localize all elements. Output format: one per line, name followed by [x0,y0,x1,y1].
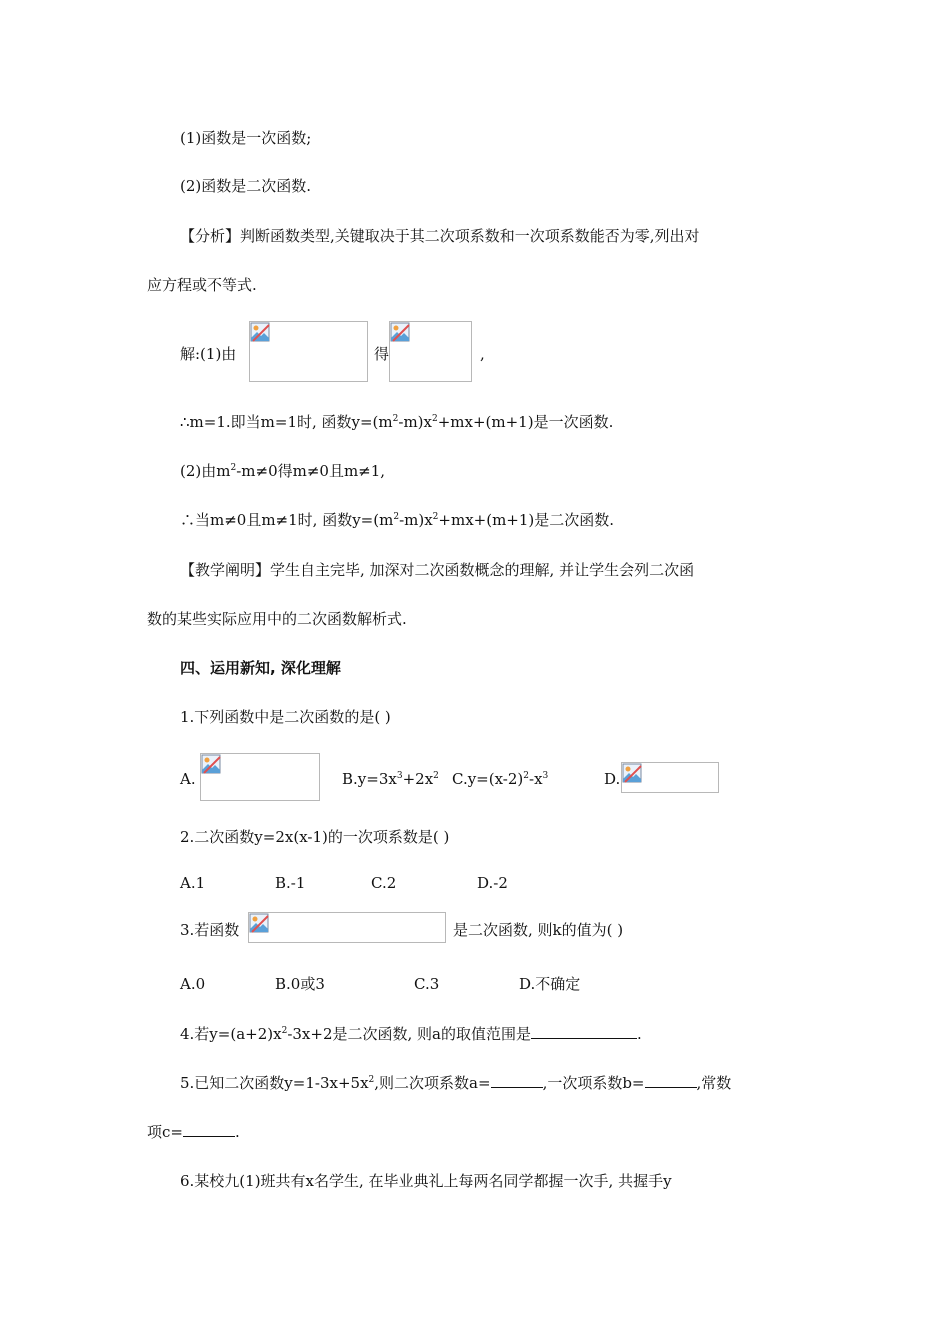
teaching-note-2: 数的某些实际应用中的二次函数解析式. [147,610,407,628]
analysis-line-2: 应方程或不等式. [147,276,257,294]
q3-option-a: A.0 [180,975,206,993]
solution-end: , [480,345,485,363]
broken-image-icon [250,322,270,342]
q1-option-b: $B.y=3x^3+2x^2$ [342,770,439,788]
answer-blank-a[interactable] [491,1073,543,1088]
line-part1: (1)函数是一次函数; [180,129,312,147]
q1-option-c: $C.y=(x-2)^2-x^3$ [452,770,549,788]
q3-function-image [248,912,446,943]
q1-option-d-label: D. [604,770,621,788]
broken-image-icon [622,763,642,783]
q2-option-b: B.-1 [275,874,306,892]
formula-image-1 [249,321,368,382]
therefore-line-1: ∴m=1.即当m=1时, 函数$y=(m^2-m)x^2+mx+(m+1)$是一次函数. [180,413,614,431]
q2-option-d: D.-2 [477,874,508,892]
broken-image-icon [249,913,269,933]
q3-option-d: D.不确定 [519,975,581,993]
section-heading: 四、运用新知, 深化理解 [180,659,341,677]
solution-mid: 得 [374,345,390,363]
q3-option-b: B.0或3 [275,975,325,993]
answer-blank-b[interactable] [645,1073,697,1088]
question-4: 4.若$y=(a+2)x^2-3x+2$是二次函数, 则a的取值范围是 . [180,1025,642,1043]
q1-option-a-image [200,753,320,801]
teaching-note-1: 【教学阐明】学生自主完毕, 加深对二次函数概念的理解, 并让学生会列二次函 [180,561,695,579]
question-6: 6.某校九(1)班共有x名学生, 在毕业典礼上每两名同学都握一次手, 共握手y [180,1172,672,1190]
q1-option-d-image [621,762,719,793]
question-3-suffix: 是二次函数, 则k的值为( ) [453,921,624,939]
question-3-prefix: 3.若函数 [180,921,240,939]
question-5-cont: 项c= . [147,1123,240,1141]
q2-option-c: C.2 [371,874,397,892]
analysis-line-1: 【分析】判断函数类型,关键取决于其二次项系数和一次项系数能否为零,列出对 [180,227,700,245]
broken-image-icon [201,754,221,774]
part2-condition: (2)由$m^2-m\ne 0$得m≠0且m≠1, [180,462,386,480]
therefore-line-2: ∴当m≠0且m≠1时, 函数$y=(m^2-m)x^2+mx+(m+1)$是二次函数. [180,511,615,529]
broken-image-icon [390,322,410,342]
answer-blank[interactable] [531,1024,637,1039]
line-part2: (2)函数是二次函数. [180,177,312,195]
answer-blank-c[interactable] [183,1122,235,1137]
q2-option-a: A.1 [180,874,206,892]
solution-prefix: 解:(1)由 [180,345,237,363]
q1-option-a-label: A. [180,770,196,788]
question-1: 1.下列函数中是二次函数的是( ) [180,708,391,726]
question-5: 5.已知二次函数$y=1-3x+5x^2$,则二次项系数a= ,一次项系数b= ,常数 [180,1074,732,1092]
formula-image-2 [389,321,472,382]
question-2: 2.二次函数y=2x(x-1)的一次项系数是( ) [180,828,450,846]
q3-option-c: C.3 [414,975,440,993]
